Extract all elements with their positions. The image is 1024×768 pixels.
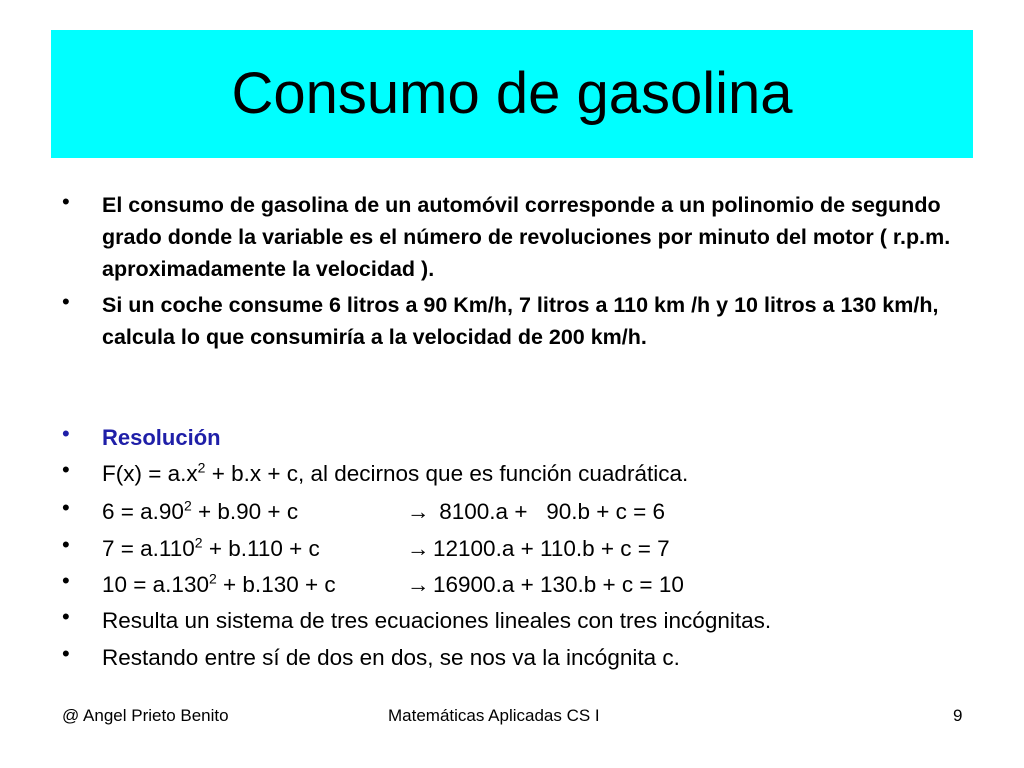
equation-result: 12100.a + 110.b + c = 7 [433,536,670,561]
equation-row [102,495,962,529]
bullet-text: Restando entre sí de dos en dos, se nos va la incógnita c. [102,645,680,670]
bullet-item [62,189,962,285]
footer-course: Matemáticas Aplicadas CS I [388,706,600,725]
bullet-dot: • [62,289,70,314]
slide-title: Consumo de gasolina [231,61,793,126]
fx-text: F(x) = a.x [102,461,198,486]
bullet-dot: • [62,189,70,214]
bullet-text: El consumo de gasolina de un automóvil corresponde a un polinomio de segundo grado donde la variable es el número de revoluciones por minuto del motor ( r.p.m. aproximadamente la velocidad ). [102,193,951,281]
arrow-right-icon: → [407,499,430,524]
bullet-item [62,421,962,455]
eq-exponent: 2 [208,570,217,587]
equation-left [102,495,407,529]
eq-text: 7 = a.110 [102,536,195,561]
eq-text-rest: + b.130 + c [216,572,336,597]
footer-author: @ Angel Prieto Benito [62,706,229,725]
bullet-item [62,289,962,353]
bullet-item [62,495,962,529]
bullet-dot: • [62,641,70,666]
eq-text-rest: + b.110 + c [202,536,320,561]
bullet-dot: • [62,421,70,446]
footer-page-number: 9 [953,706,963,725]
bullet-text: Si un coche consume 6 litros a 90 Km/h, 7 litros a 110 km /h y 10 litros a 130 km/h, calcula lo que consumiría a la velocidad de 200 km/h. [102,293,939,349]
eq-text-rest: + b.90 + c [191,499,299,524]
bullet-item [62,604,962,638]
bullet-item [62,568,962,602]
arrow-right-icon: → [407,536,430,561]
bullet-item [62,641,962,675]
bullet-item [62,532,962,566]
bullet-text: Resulta un sistema de tres ecuaciones lineales con tres incógnitas. [102,608,772,633]
equation-row [102,532,962,566]
bullet-dot: • [62,457,70,482]
bullet-dot: • [62,495,70,520]
eq-text: 6 = a.90 [102,499,184,524]
bullet-dot: • [62,532,70,557]
bullet-item [62,457,962,491]
function-definition [102,457,962,491]
eq-text: 10 = a.130 [102,572,209,597]
bullet-dot: • [62,568,70,593]
equation-left [102,568,407,602]
arrow-right-icon: → [407,572,430,597]
eq-exponent: 2 [183,497,192,514]
equation-result: 8100.a + 90.b + c = 6 [433,499,666,524]
fx-text-rest: + b.x + c, al decirnos que es función cuadrática. [205,461,689,486]
resolution-heading: Resolución [102,425,221,450]
equation-result: 16900.a + 130.b + c = 10 [433,572,684,597]
equation-row [102,568,962,602]
equation-left [102,532,407,566]
eq-exponent: 2 [194,534,203,551]
bullet-dot: • [62,604,70,629]
fx-exponent: 2 [197,459,206,476]
